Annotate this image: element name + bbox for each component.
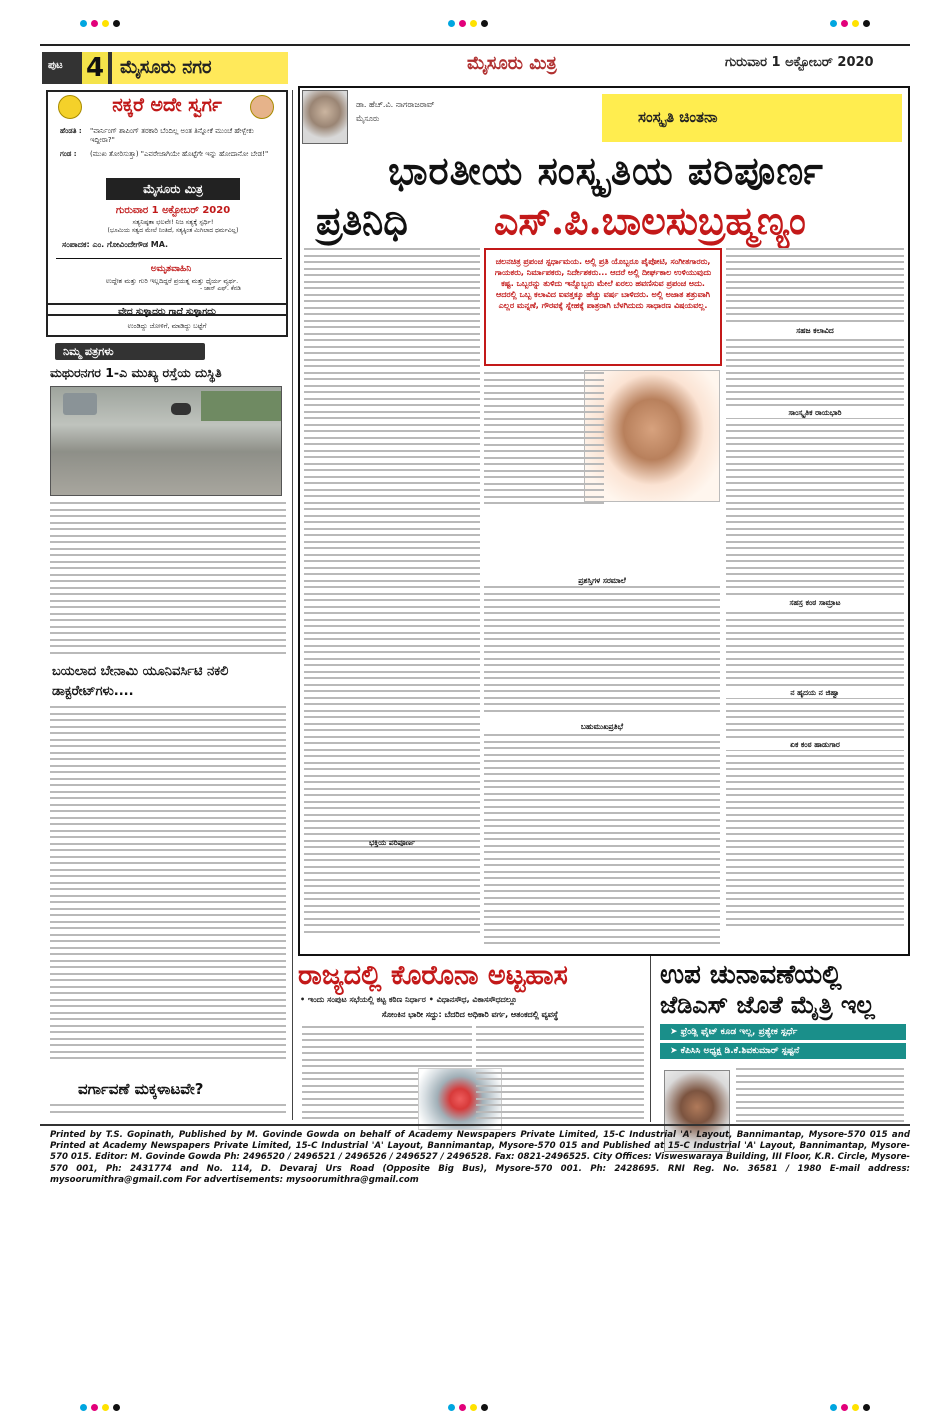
corona-kicker: ಸೋಂಕಿನ ಭಾರೀ ಸದ್ದು: ಬೆದರಿದ ಅಧಿಕಾರಿ ವರ್ಗ, ಆತಂಕದಲ್ಲಿ ವ್ಯವಸ್ಥೆ — [381, 1010, 559, 1019]
subhead-thousand-voices: ಸಹಸ್ರ ಕಂಠ ಸಾಮ್ರಾಟ — [726, 598, 904, 608]
registration-dot — [481, 20, 488, 27]
subhead-natural-artist: ಸಹಜ ಕಲಾವಿದ — [726, 326, 904, 336]
top-rule — [40, 44, 910, 46]
subhead-heart-tongue: ನ ಹೃದಯ ನ ಜಿಹ್ವಾ — [726, 688, 904, 698]
registration-dot — [91, 1404, 98, 1411]
tagline-sub: (ಭೂಮಿಯ ಸತ್ವದ ಮೇಲೆ ನಿಂತಿದೆ, ಸತ್ಯಕ್ಕಿಂತ ಮಿಗಿಲಾದ ಧರ್ಮವಿಲ್ಲ) — [107, 227, 239, 234]
footer-rule — [40, 1124, 910, 1126]
tagline: ಸತ್ಯನಿಷ್ಠತಾ ಛಲವೇ! ನಿಜ ಸತ್ಯಕ್ಕೆ ಸ್ಪರ್ಧಿ! — [132, 218, 214, 226]
logo-date: ಗುರುವಾರ 1 ಅಕ್ಟೋಬರ್ 2020 — [115, 205, 231, 216]
registration-dot — [448, 20, 455, 27]
pull-quote: ಚಲನಚಿತ್ರ ಪ್ರಪಂಚ ಸ್ಪರ್ಧಾಮಯ. ಅಲ್ಲಿ ಪ್ರತಿ ಯೊಬ್ಬರೂ ಪೈಪೋಟಿ, ಸಂಗೀತಗಾರರು, ಗಾಯಕರು, ನಿರ್ಮಾಪಕರು, ನಿರ್ದೇಶಕರು... ಆದರೆ ಅಲ್ಲಿ ದೀರ್ಘಕಾಲ ಉಳಿಯುವುದು ಕಷ್ಟ. ಒಬ್ಬರನ್ನು ತುಳಿದು ಇನ್ನೊಬ್ಬರು ಮೇಲೆ ಏರಲು ಹವಣಿಸುವ ಪ್ರಪಂಚ ಅದು. ಆದರಲ್ಲಿ ಒಬ್ಬ ಕಲಾವಿದ ಐವತ್ತಕ್ಕೂ ಹೆಚ್ಚು ವರ್ಷ ಬಾಳಿದರು. ಅಲ್ಲಿ ಅಜಾತ ಶತ್ರುವಾಗಿ ಎಲ್ಲರ ಮನ್ನಣೆ, ಗೌರವಕ್ಕೆ ಸ್ನೇಹಕ್ಕೆ ಪಾತ್ರರಾಗಿ ಬೆಳಗಿದುದು ಸಾಧಾರಣ ವಿಷಯವಲ್ಲ. — [484, 248, 722, 366]
registration-dot — [80, 20, 87, 27]
registration-dot — [448, 1404, 455, 1411]
subhead-versatile: ಬಹುಮುಖಪ್ರತಿಭೆ — [580, 722, 624, 731]
corona-bullets: • ಇಂದು ಸಂಪುಟ ಸಭೆಯಲ್ಲಿ ಕಟ್ಟ ಕಠಿಣ ನಿರ್ಧಾರ • ವಿಧಾನಸೌಧ, ವಿಕಾಸಸೌಧದಲ್ಲೂ — [300, 995, 518, 1004]
page-word: ಪುಟ — [48, 60, 63, 71]
car-shape — [63, 393, 97, 415]
column-badge: ಸಂಸ್ಕೃತಿ ಚಿಂತನಾ — [602, 94, 902, 142]
registration-dot — [841, 20, 848, 27]
registration-dot — [863, 1404, 870, 1411]
registration-dot — [481, 1404, 488, 1411]
feature-headline-line2-red: ಎಸ್.ಪಿ.ಬಾಲಸುಬ್ರಹ್ಮಣ್ಯಂ — [494, 198, 806, 243]
bypoll-body — [736, 1068, 904, 1124]
registration-dot — [80, 1404, 87, 1411]
spb-portrait — [584, 370, 720, 502]
letter3-body — [50, 1104, 286, 1120]
print-imprint: Printed by T.S. Gopinath, Published by M. Govinde Gowda on behalf of Academy Newspapers Private Limited, 15-C Industrial 'A' Layout, Bannimantap, Mysore-570 015 and Printed at Academy Newspapers Private Limited, 15-C Industrial 'A' Layout, Bannimantap, Mysore-570 015 and Published at 15-C Industrial 'A' Layout, Bannimantap, Mysore-570 015. Editor: M. Govinde Gowda Ph: 2496520 / 2496521 / 2496526 / 2496527 / 2496528. Fax: 0821-2496525. City Offices: Visweswaraya Building, III Floor, K.R. Circle, Mysore-570 001, Ph: 2431774 and No. 114, D. Devaraj Urs Road (Opposite Big Bus), Mysore-570 001. Ph: 2428695. RNI Reg. No. 36581 / 1980 E-mail address: mysoorumithra@gmail.com For advertisements: mysoorumithra@gmail.com — [50, 1130, 910, 1185]
letters-section-title: ನಿಮ್ಮ ಪತ್ರಗಳು — [55, 343, 205, 360]
feature-headline-line2-black: ಪ್ರತಿನಿಧಿ — [316, 198, 408, 243]
registration-dot — [113, 20, 120, 27]
question-label: ಹೆಂಡತಿ : — [60, 127, 82, 135]
trees-shape — [201, 391, 281, 421]
proverb-title: ವೇದ ಸುಳ್ಳಾದರು ಗಾದೆ ಸುಳ್ಳಾಗದು — [118, 307, 216, 317]
amruta-title: ಅಮೃತವಾಹಿನಿ — [150, 264, 192, 274]
column-rule — [650, 956, 651, 1122]
letter2-body — [50, 706, 286, 1078]
answer-label: ಗಂಡ : — [60, 150, 77, 158]
answer-text: (ಮುಖ ತೋರಿಸುತ್ತಾ) "ಎವರೇಜಾಗಿಯೇ ಹೊಟ್ಟೆಗೇ ಇನ್ನು ಹೋದಾನೋ ಬೇಡ!" — [90, 150, 269, 158]
column-rule — [292, 90, 293, 1120]
subhead-awards: ಪ್ರಶಸ್ತಿಗಳ ಸರಮಾಲೆ — [578, 576, 626, 585]
feature-column-2-lower — [484, 586, 720, 716]
registration-dot — [470, 1404, 477, 1411]
registration-dot — [113, 1404, 120, 1411]
masthead-logo: ಮೈಸೂರು ಮಿತ್ರ — [106, 178, 240, 200]
bypoll-headline-line2: ಜೆಡಿಎಸ್ ಜೊತೆ ಮೈತ್ರಿ ಇಲ್ಲ — [660, 990, 875, 1019]
corona-headline: ರಾಜ್ಯದಲ್ಲಿ ಕೊರೊನಾ ಅಟ್ಟಹಾಸ — [298, 960, 568, 991]
registration-dot — [830, 20, 837, 27]
bike-shape — [171, 403, 191, 415]
registration-dot — [459, 1404, 466, 1411]
subhead-cultural-ambassador: ಸಾಂಸ್ಕೃತಿಕ ರಾಯಭಾರಿ — [726, 408, 904, 418]
author-photo — [302, 90, 348, 144]
page-number: 4 — [82, 52, 108, 84]
registration-dot — [852, 1404, 859, 1411]
corona-body-col2 — [476, 1026, 644, 1124]
subhead-single-voice: ಏಕ ಕಂಠ ಹಾಡುಗಾರ — [726, 740, 904, 750]
divider — [56, 258, 282, 259]
bypoll-headline-line1: ಉಪ ಚುನಾವಣೆಯಲ್ಲಿ — [660, 960, 842, 990]
feature-headline-line1: ಭಾರತೀಯ ಸಂಸ್ಕೃತಿಯ ಪರಿಪೂರ್ಣ — [388, 148, 824, 193]
letter2-headline: ಬಯಲಾದ ಬೇನಾಮಿ ಯೂನಿವರ್ಸಿಟಿ ನಕಲಿ ಡಾಕ್ಟರೇಟ್‌ಗಳು.... — [52, 664, 229, 699]
subhead-bhakti: ಭಕ್ತಿಯ ಪರಿಪೂರ್ಣ — [369, 838, 415, 847]
bypoll-bullet-2: ➤ ಕೆಪಿಸಿಸಿ ಅಧ್ಯಕ್ಷ ಡಿ.ಕೆ.ಶಿವಕುಮಾರ್ ಸ್ಪಷ್ಟನೆ — [660, 1043, 906, 1059]
dateline: ಗುರುವಾರ 1 ಅಕ್ಟೋಬರ್ 2020 — [725, 55, 874, 70]
feature-column-2-bottom — [484, 734, 720, 944]
registration-dot — [863, 20, 870, 27]
proverb-text: ಉಂಡಿದ್ದು ಜೋಳಿಗೆ, ಮಾಡಿದ್ದು ಬಟ್ಟೆಗೆ — [127, 322, 207, 330]
letter3-headline: ವರ್ಗಾವಣೆ ಮಕ್ಕಳಾಟವೇ? — [78, 1080, 204, 1098]
registration-dot — [102, 20, 109, 27]
registration-dot — [91, 20, 98, 27]
bypoll-bullet-1: ➤ ಫ್ರೆಂಡ್ಲಿ ಫೈಟ್ ಕೂಡ ಇಲ್ಲ, ಪ್ರತ್ಯೇಕ ಸ್ಪರ್ಧೆ — [660, 1024, 906, 1040]
amruta-author: - ಜಾನ್ ಎಫ್. ಕೆನಡಿ — [200, 285, 241, 292]
author-city: ಮೈಸೂರು — [356, 114, 380, 123]
masthead: ಮೈಸೂರು ಮಿತ್ರ — [467, 53, 557, 74]
registration-dot — [830, 1404, 837, 1411]
registration-dot — [459, 20, 466, 27]
section-title: ಮೈಸೂರು ನಗರ — [112, 52, 288, 84]
registration-dot — [470, 20, 477, 27]
letter1-body — [50, 502, 286, 662]
registration-dot — [841, 1404, 848, 1411]
question-text: "ವಾರ್ನಿಂಗ್ ಶಾಪಿಂಗ್ ತರಕಾರಿ ಬೆಂದಿಲ್ಲ ಅಂತ ತಿನ್ನೋಕೆ ಮುಂಚೆ ಹೇಳ್ಬೇಕು ಇದ್ದೀರಾ?" — [90, 127, 254, 144]
nakkare-title: ನಕ್ಕರೆ ಅದೇ ಸ್ವರ್ಗ — [112, 94, 222, 116]
amruta-quote: ಉದ್ದೇಶ ಮತ್ತು ಗುರಿ ಇಲ್ಲದಿದ್ದರೆ ಪ್ರಯತ್ನ ಮತ್ತು ಧೈರ್ಯ ವ್ಯರ್ಥ. — [105, 277, 239, 285]
letter1-headline: ಮಥುರನಗರ 1-ಎ ಮುಖ್ಯ ರಸ್ತೆಯ ದುಸ್ಥಿತಿ — [50, 365, 222, 380]
editor-line: ಸಂಪಾದಕ: ಎಂ. ಗೋವಿಂದೇಗೌಡ MA. — [62, 240, 169, 249]
registration-dot — [102, 1404, 109, 1411]
registration-dot — [852, 20, 859, 27]
road-photo — [50, 386, 282, 496]
author-name: ಡಾ. ಹೆಚ್.ವಿ. ನಾಗರಾಜರಾವ್ — [356, 100, 435, 109]
